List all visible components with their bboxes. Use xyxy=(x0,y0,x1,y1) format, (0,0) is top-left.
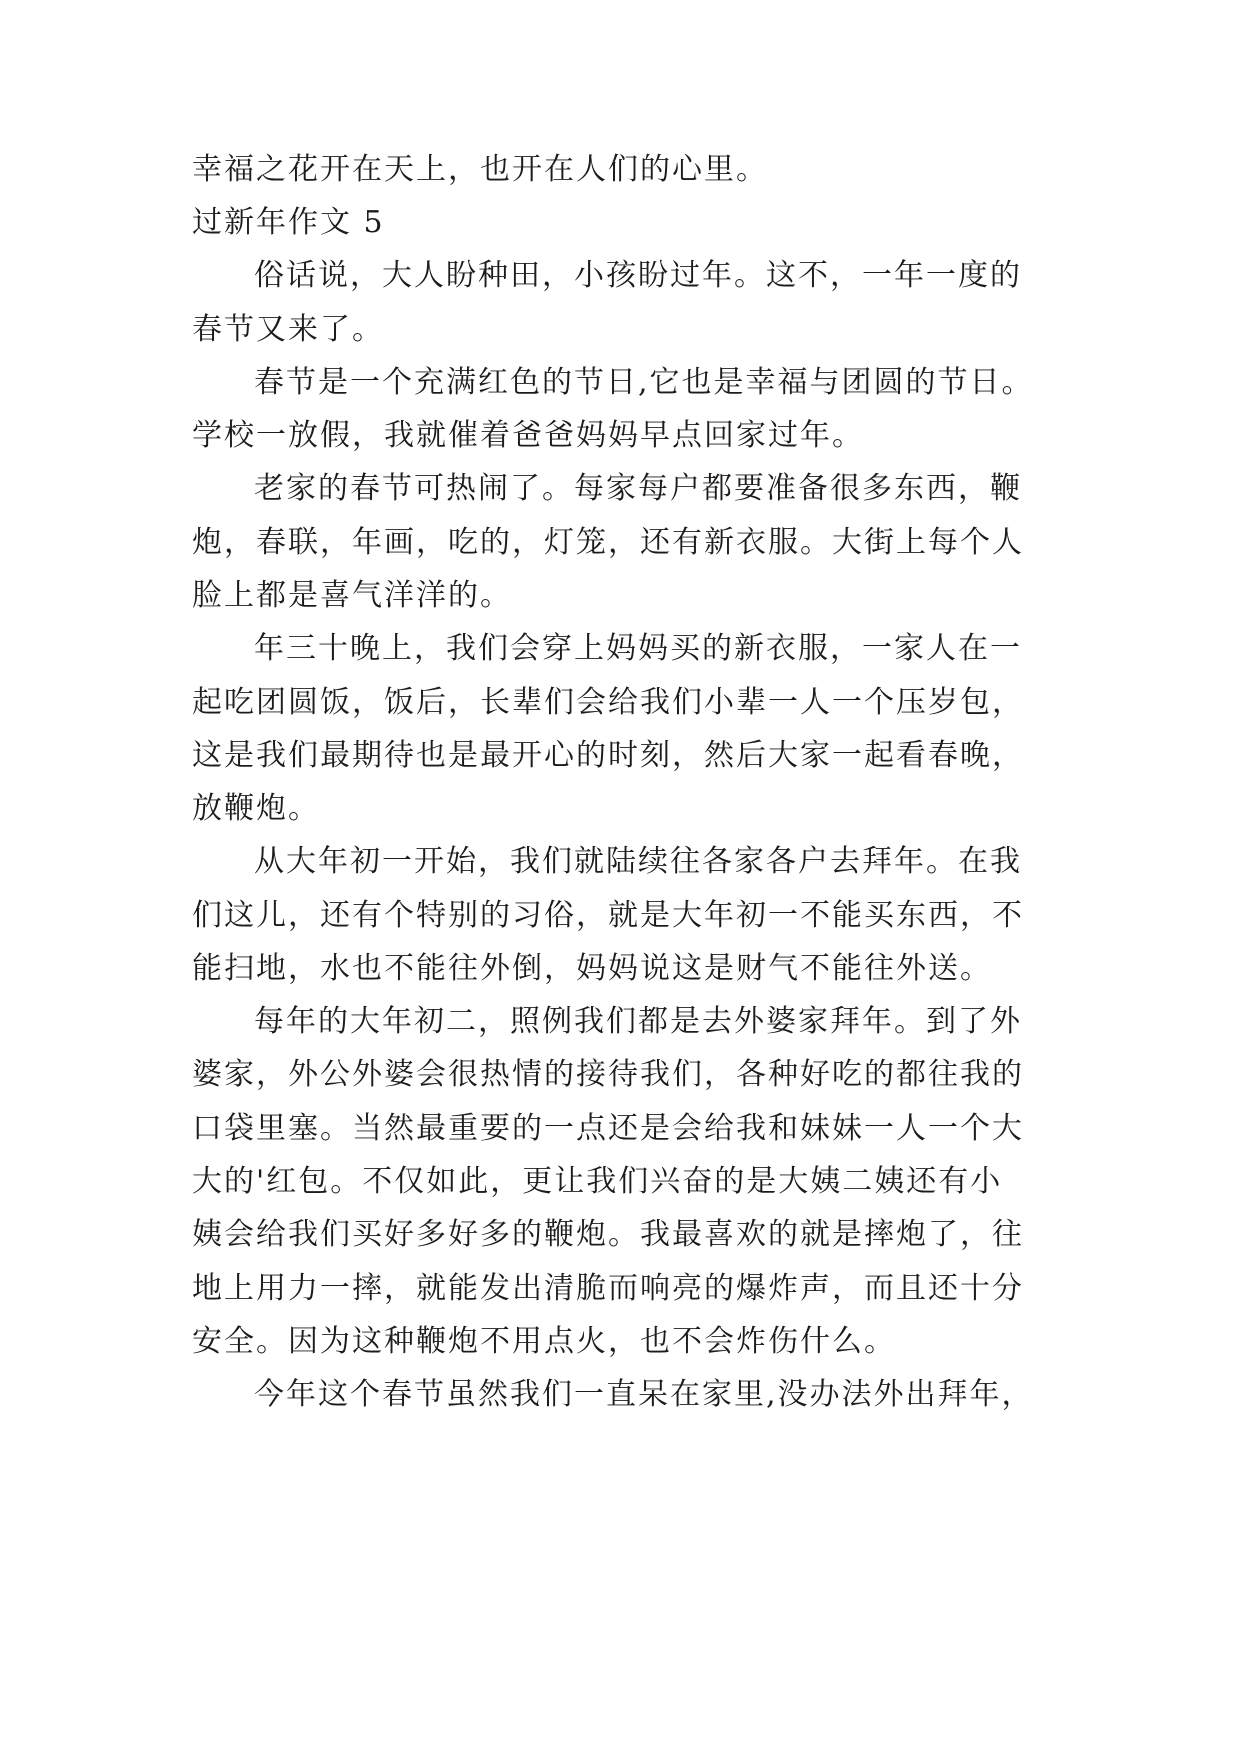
paragraph-line: 婆家，外公外婆会很热情的接待我们，各种好吃的都往我的 xyxy=(192,1057,1024,1092)
paragraph-line: 们这儿，还有个特别的习俗，就是大年初一不能买东西，不 xyxy=(192,898,1024,933)
paragraph-line: 能扫地，水也不能往外倒，妈妈说这是财气不能往外送。 xyxy=(192,951,992,986)
paragraph-line: 炮，春联，年画，吃的，灯笼，还有新衣服。大街上每个人 xyxy=(192,525,1024,560)
paragraph-line: 年三十晚上，我们会穿上妈妈买的新衣服，一家人在一 xyxy=(254,631,1022,666)
paragraph-line: 今年这个春节虽然我们一直呆在家里,没办法外出拜年， xyxy=(254,1377,1034,1412)
paragraph-line: 春节是一个充满红色的节日,它也是幸福与团圆的节日。 xyxy=(254,365,1034,400)
paragraph-line: 口袋里塞。当然最重要的一点还是会给我和妹妹一人一个大 xyxy=(192,1111,1024,1146)
paragraph-line: 起吃团圆饭，饭后，长辈们会给我们小辈一人一个压岁包， xyxy=(192,685,1024,720)
paragraph-line: 老家的春节可热闹了。每家每户都要准备很多东西，鞭 xyxy=(254,471,1022,506)
paragraph-line: 地上用力一摔，就能发出清脆而响亮的爆炸声，而且还十分 xyxy=(192,1271,1024,1306)
paragraph-line: 俗话说，大人盼种田，小孩盼过年。这不，一年一度的 xyxy=(254,258,1022,293)
paragraph-line: 每年的大年初二，照例我们都是去外婆家拜年。到了外 xyxy=(254,1004,1022,1039)
text-line: 幸福之花开在天上，也开在人们的心里。 xyxy=(192,152,768,187)
paragraph-line: 学校一放假，我就催着爸爸妈妈早点回家过年。 xyxy=(192,418,864,453)
section-heading: 过新年作文 5 xyxy=(192,205,385,240)
paragraph-line: 放鞭炮。 xyxy=(192,791,320,826)
paragraph-line: 这是我们最期待也是最开心的时刻，然后大家一起看春晚， xyxy=(192,738,1024,773)
paragraph-line: 姨会给我们买好多好多的鞭炮。我最喜欢的就是摔炮了，往 xyxy=(192,1217,1024,1252)
paragraph-line: 春节又来了。 xyxy=(192,312,384,347)
paragraph-line: 安全。因为这种鞭炮不用点火，也不会炸伤什么。 xyxy=(192,1324,896,1359)
paragraph-line: 脸上都是喜气洋洋的。 xyxy=(192,578,512,613)
paragraph-line: 从大年初一开始，我们就陆续往各家各户去拜年。在我 xyxy=(254,844,1022,879)
paragraph-line: 大的'红包。不仅如此，更让我们兴奋的是大姨二姨还有小 xyxy=(192,1164,1003,1199)
